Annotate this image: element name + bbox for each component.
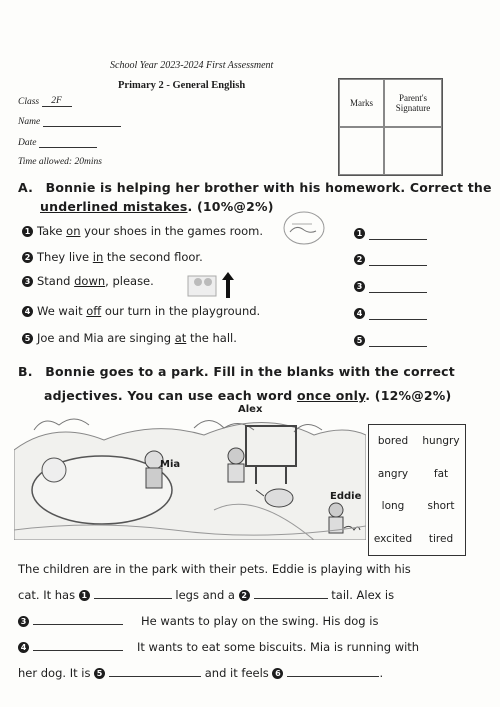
date-field[interactable] — [39, 137, 97, 148]
story-text: It wants to eat some biscuits. Mia is running with — [137, 640, 420, 654]
story-text: tail. Alex is — [327, 588, 395, 602]
question-a5 — [22, 331, 237, 345]
class-label: Class — [18, 97, 40, 107]
answer-a5[interactable] — [354, 333, 427, 347]
date-row — [18, 137, 97, 148]
number-badge: 2 — [354, 254, 365, 265]
label-eddie: Eddie — [330, 491, 362, 502]
number-badge: 3 — [18, 616, 29, 627]
question-text: , please. — [105, 274, 154, 288]
story-blank[interactable] — [109, 665, 201, 677]
story-paragraph — [18, 556, 488, 686]
park-illustration — [14, 410, 366, 540]
story-text: her dog. It is — [18, 666, 95, 680]
number-badge: 1 — [22, 226, 33, 237]
word-bank-item: hungry — [422, 435, 460, 448]
name-row — [18, 116, 121, 127]
number-badge: 4 — [22, 306, 33, 317]
section-a-underlined: underlined mistakes — [40, 199, 188, 214]
story-text: He wants to play on the swing. His dog is — [141, 614, 379, 628]
story-text: . — [379, 666, 384, 680]
mistake-word: down — [74, 274, 106, 288]
answer-a2[interactable] — [354, 252, 427, 266]
question-text: the hall. — [186, 331, 237, 345]
answer-blank[interactable] — [369, 307, 427, 320]
section-a-instruction-1: Bonnie is helping her brother with his homework. Correct the — [45, 180, 492, 195]
section-a-heading — [18, 180, 492, 195]
stand-up-illustration — [186, 270, 240, 300]
question-text: your shoes in the games room. — [80, 224, 264, 238]
marks-field[interactable] — [339, 127, 384, 175]
story-text: legs and a — [171, 588, 239, 602]
answer-blank[interactable] — [369, 334, 427, 347]
mistake-word: on — [66, 224, 81, 238]
number-badge: 3 — [22, 276, 33, 287]
shoes-illustration — [282, 210, 326, 246]
signature-field[interactable] — [384, 127, 442, 175]
signature-label: Parent's Signature — [384, 79, 442, 127]
class-value: 2F — [42, 96, 72, 107]
number-badge: 5 — [354, 335, 365, 346]
school-year-line: School Year 2023-2024 First Assessment — [110, 60, 274, 71]
question-a3 — [22, 274, 154, 288]
story-blank[interactable] — [254, 587, 328, 599]
story-line — [18, 660, 488, 686]
story-text: cat. It has — [18, 588, 79, 602]
question-text: Take — [37, 224, 67, 238]
number-badge: 2 — [22, 252, 33, 263]
answer-blank[interactable] — [369, 253, 427, 266]
question-a2 — [22, 250, 203, 264]
time-allowed: Time allowed: 20mins — [18, 157, 102, 167]
mistake-word: off — [86, 304, 102, 318]
number-badge: 5 — [22, 333, 33, 344]
number-badge: 2 — [239, 590, 250, 601]
question-a4 — [22, 304, 260, 318]
story-blank[interactable] — [33, 639, 123, 651]
number-badge: 4 — [18, 642, 29, 653]
section-a-letter: A. — [18, 180, 34, 195]
number-badge: 6 — [272, 668, 283, 679]
word-bank-item: short — [427, 500, 455, 513]
section-b-instruction-1: Bonnie goes to a park. Fill in the blanks with the correct — [45, 364, 455, 379]
word-bank — [368, 424, 466, 556]
word-bank-item: tired — [428, 532, 454, 545]
instruction-underlined: once only — [296, 388, 366, 403]
number-badge: 5 — [94, 668, 105, 679]
section-a-instruction-2 — [40, 199, 274, 214]
story-blank[interactable] — [33, 613, 123, 625]
mistake-word: in — [92, 250, 104, 264]
question-a1 — [22, 224, 263, 238]
instruction-marks: . (12%@2%) — [365, 388, 452, 403]
label-mia: Mia — [160, 459, 181, 470]
number-badge: 4 — [354, 308, 365, 319]
question-text: Joe and Mia are singing — [37, 331, 175, 345]
section-b-heading — [18, 364, 455, 379]
story-blank[interactable] — [287, 665, 379, 677]
marks-label: Marks — [339, 79, 384, 127]
story-line — [18, 582, 488, 608]
story-line — [18, 608, 488, 634]
instruction-text: adjectives. You can use each word — [44, 388, 297, 403]
number-badge: 3 — [354, 281, 365, 292]
word-bank-item: excited — [373, 532, 413, 545]
answer-blank[interactable] — [369, 280, 427, 293]
section-b-letter: B. — [18, 364, 33, 379]
story-line — [18, 634, 488, 660]
section-a-marks: . (10%@2%) — [187, 199, 274, 214]
word-bank-item: long — [381, 500, 405, 513]
answer-a4[interactable] — [354, 306, 427, 320]
page-title: Primary 2 - General English — [118, 80, 246, 91]
name-field[interactable] — [43, 116, 121, 127]
class-row — [18, 96, 72, 107]
word-bank-item: fat — [433, 467, 449, 480]
answer-a1[interactable] — [354, 226, 427, 240]
question-text: They live — [37, 250, 93, 264]
mistake-word: at — [174, 331, 187, 345]
question-text: We wait — [37, 304, 87, 318]
marks-signature-box — [338, 78, 443, 176]
answer-blank[interactable] — [369, 227, 427, 240]
label-alex: Alex — [238, 404, 263, 415]
section-b-instruction-2 — [44, 388, 451, 403]
question-text: Stand — [37, 274, 75, 288]
word-bank-item: bored — [377, 435, 409, 448]
story-text: and it feels — [201, 666, 273, 680]
question-text: our turn in the playground. — [101, 304, 261, 318]
word-bank-item: angry — [377, 467, 409, 480]
answer-a3[interactable] — [354, 279, 427, 293]
story-line: The children are in the park with their pets. Eddie is playing with his — [18, 562, 411, 576]
date-label: Date — [18, 138, 37, 148]
number-badge: 1 — [354, 228, 365, 239]
name-label: Name — [18, 117, 41, 127]
number-badge: 1 — [79, 590, 90, 601]
question-text: the second floor. — [103, 250, 203, 264]
story-blank[interactable] — [94, 587, 172, 599]
